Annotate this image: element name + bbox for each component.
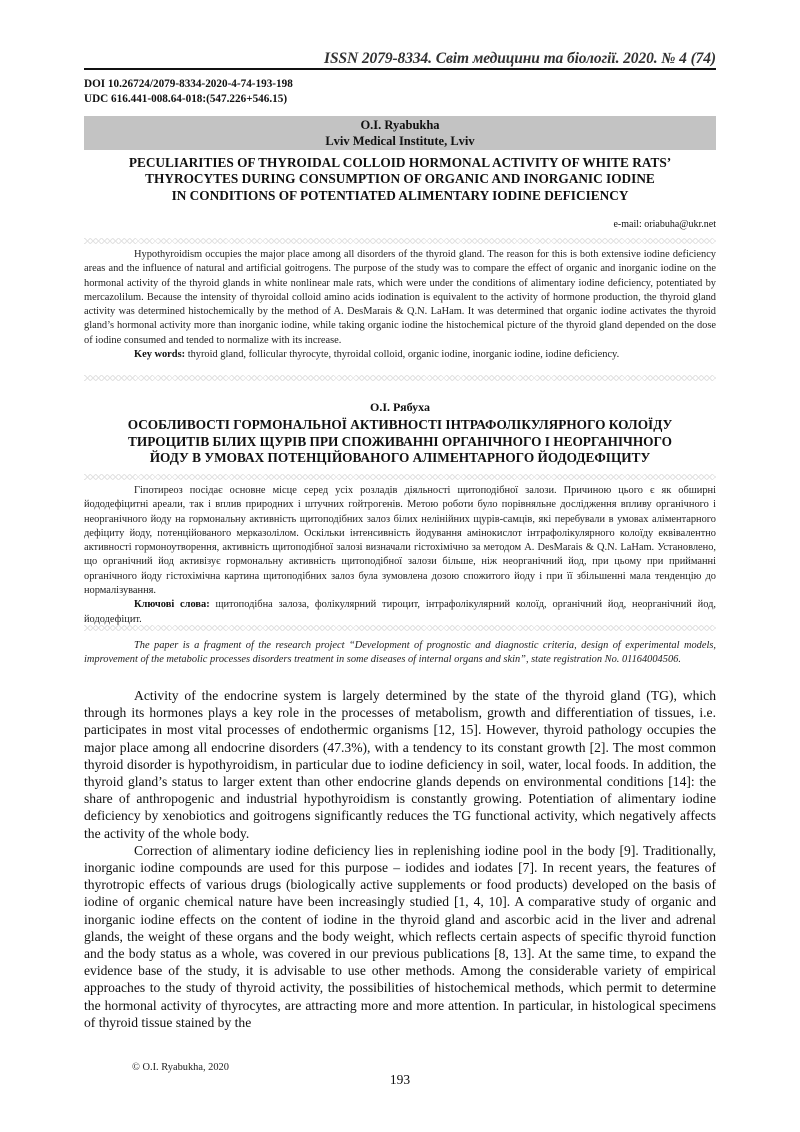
- article-body: [84, 687, 716, 1031]
- article-title-en: [84, 155, 716, 204]
- abstract-en: [84, 248, 716, 362]
- author-affiliation: Lviv Medical Institute, Lviv: [325, 133, 475, 148]
- title-line: ЙОДУ В УМОВАХ ПОТЕНЦІЙОВАНОГО АЛІМЕНТАРНОГО ЙОДОДЕФІЦИТУ: [149, 450, 651, 466]
- wavy-divider: [84, 625, 716, 631]
- copyright-notice: © O.I. Ryabukha, 2020: [132, 1062, 229, 1073]
- title-line: ТИРОЦИТІВ БІЛИХ ЩУРІВ ПРИ СПОЖИВАННІ ОРГАНІЧНОГО І НЕОРГАНІЧНОГО: [128, 433, 672, 449]
- abstract-text: Hypothyroidism occupies the major place among all disorders of the thyroid gland. The reason for this is both extensive iodine deficiency areas and the influence of natural and artificial goitrogens. The purpose of the study was to compare the effect of organic and inorganic iodine on the hormonal activity of the thyroid glands in white nonlinear male rats, which were under the conditions of alimentary iodine deficiency, potentiated by mercazolilum. Because the intensity of thyroidal colloid amino acids iodination is equivalent to the activity of hormone production, the thyroid gland activity was determined histochemically by the method of A. DesMarais & Q.N. LaHam. It was determined that organic iodine activates the thyroid gland’s hormonal activity more than inorganic iodine, while taking organic iodine the histochemical picture of the thyroid gland depended on the dose of iodine consumed and tended to normalize with its increase.: [84, 249, 716, 346]
- author-band: [84, 116, 716, 150]
- funding-note: [84, 639, 716, 668]
- keywords-ua: [84, 598, 716, 627]
- title-line: ОСОБЛИВОСТІ ГОРМОНАЛЬНОЇ АКТИВНОСТІ ІНТРАФОЛІКУЛЯРНОГО КОЛОЇДУ: [127, 417, 673, 432]
- running-head: ISSN 2079-8334. Світ медицини та біології. 2020. № 4 (74): [324, 50, 716, 67]
- author-email: e-mail: oriabuha@ukr.net: [613, 219, 716, 230]
- wavy-divider: [84, 375, 716, 381]
- author-name: O.I. Ryabukha: [360, 118, 440, 132]
- page-number: 193: [389, 1072, 411, 1087]
- body-paragraph: Activity of the endocrine system is largely determined by the state of the thyroid gland (TG), which through its hormones plays a key role in the processes of metabolism, growth and differentiation of tissues, i.e. participates in most vital processes of endothermic organisms [12, 15]. However, thyroid pathology occupies the major place among all endocrine disorders (47.3%), with a tendency to its constant growth [2]. The most common thyroid disorder is hypothyroidism, in particular due to iodine deficiency in soil, water, local foods. In addition, the thyroid gland’s status to larger extent than other endocrine glands depends on environmental conditions [14]: the share of anthropogenic and industrial hypothyroidism is constantly growing. Potentiation of alimentary iodine deficiency by xenobiotics and goitrogens significantly reduces the TG functional activity, which negatively affects the activity of the whole body.: [84, 688, 716, 841]
- wavy-divider: [84, 238, 716, 244]
- keywords-en: [84, 348, 716, 362]
- wavy-divider: [84, 474, 716, 480]
- keywords-list-ua: щитоподібна залоза, фолікулярний тироцит, інтрафолікулярний колоїд, органічний йод, неорганічний йод, йододефіцит.: [84, 599, 716, 625]
- body-paragraph: Correction of alimentary iodine deficiency lies in replenishing iodine pool in the body [9]. Traditionally, inorganic iodine compounds are used for this purpose – iodides and iodates [7]. In recent years, the features of thyrotropic effects of various drugs (biologically active supplements or food products) developed on the basis of iodine of organic chemical nature have been increasingly studied [1, 4, 10]. A comparative study of organic and inorganic iodine effects on the content of iodine in the thyroid gland and ascorbic acid in the liver and adrenal glands, the weight of these organs and the body weight, which reflects certain aspects of specific thyroid function and the body status as a whole, was covered in our previous publications [8, 13]. At the same time, to expand the evidence base of the study, it is advisable to use other methods. Among the considerable variety of empirical approaches to the study of thyroid activity, the possibilities of histochemical methods, which permit to determine the hormonal activity of thyrocytes, are attracting more and more attention. In particular, in histological specimens of thyroid tissue stained by the: [84, 842, 716, 1030]
- udc: UDC 616.441-008.64-018:(547.226+546.15): [84, 93, 288, 105]
- title-line: IN CONDITIONS OF POTENTIATED ALIMENTARY IODINE DEFICIENCY: [171, 187, 629, 203]
- keywords-list: thyroid gland, follicular thyrocyte, thyroidal colloid, organic iodine, inorganic iodine, iodine deficiency.: [185, 349, 620, 361]
- article-title-ua: [84, 417, 716, 467]
- title-line: THYROCYTES DURING CONSUMPTION OF ORGANIC AND INORGANIC IODINE: [145, 171, 655, 187]
- abstract-text-ua: Гіпотиреоз посідає основне місце серед усіх розладів діяльності щитоподібної залози. Причиною цього є як обширні йододефіцитні ареали, так і вплив природних і штучних гойтрогенів. Метою роботи було порівняльне дослідження впливу органічного і неорганічного йоду на гормональну активність щитоподібних залоз білих нелінійних щурів-самців, які перебували в умовах аліментарного дефіциту йоду, потенційованого мерказолілом. Оскільки інтенсивність йодування амінокислот інтрафолікулярного колоїду еквівалентно активності гормоноутворення, активність щитоподібної залозі визначали гістохімічно за методом A. DesMarais & Q.N. LaHam. Установлено, що органічний йод активізує гормональну активність щитоподібної залози більше, ніж неорганічний йод, при цьому при прийманні органічного йоду гістохімічна картина щитоподібних залоз була зумовлена дозою спожитого йоду і при її збільшенні мала тенденцію до нормалізування.: [84, 485, 716, 597]
- keywords-label-ua: Ключові слова:: [134, 599, 210, 611]
- abstract-ua: [84, 484, 716, 627]
- keywords-label: Key words:: [134, 349, 186, 361]
- author-name-ua: О.І. Рябуха: [370, 400, 430, 414]
- article-identifiers: [84, 77, 293, 107]
- title-line: PECULIARITIES OF THYROIDAL COLLOID HORMONAL ACTIVITY OF WHITE RATS’: [128, 155, 672, 170]
- doi: DOI 10.26724/2079-8334-2020-4-74-193-198: [84, 78, 293, 90]
- header-rule: [84, 68, 716, 70]
- funding-note-text: The paper is a fragment of the research project “Development of prognostic and diagnostic criteria, design of experimental models, improvement of the metabolic processes disorders treatment in some diseases of internal organs and skin”, state registration No. 01164004506.: [84, 640, 716, 666]
